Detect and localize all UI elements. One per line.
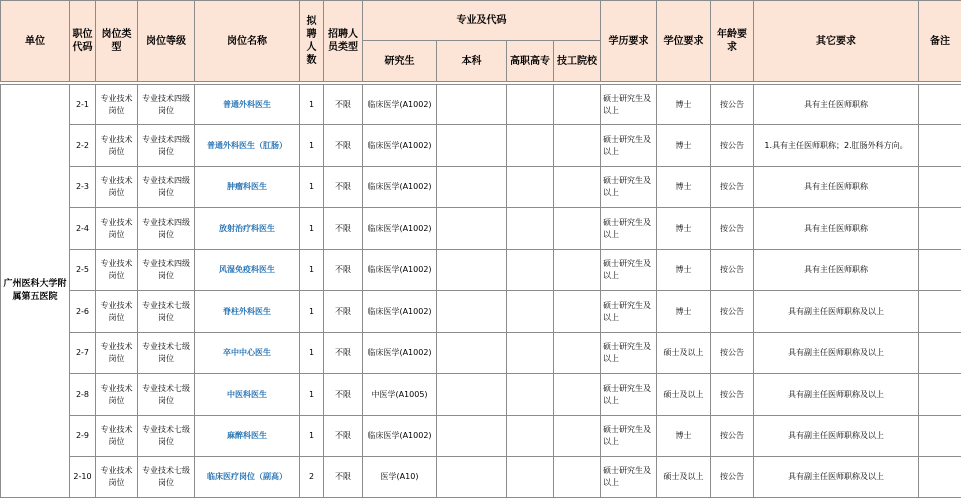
header-major-group: 专业及代码	[363, 1, 601, 41]
remarks	[919, 374, 961, 416]
post-count: 1	[300, 333, 324, 374]
post-level: 专业技术四级岗位	[138, 85, 195, 125]
age-req: 按公告	[711, 333, 754, 374]
major-bachelor	[437, 333, 507, 374]
post-type: 专业技术岗位	[96, 125, 138, 167]
post-level: 专业技术七级岗位	[138, 457, 195, 498]
post-count: 2	[300, 457, 324, 498]
major-technical	[554, 125, 601, 167]
major-technical	[554, 416, 601, 457]
remarks	[919, 125, 961, 167]
major-vocational	[507, 333, 554, 374]
major-vocational	[507, 457, 554, 498]
header-count: 拟聘人数	[300, 1, 324, 82]
degree-req: 博士	[657, 208, 711, 250]
other-req: 具有主任医师职称	[754, 85, 919, 125]
major-vocational	[507, 208, 554, 250]
post-name: 临床医疗岗位（副高）	[195, 457, 300, 498]
major-bachelor	[437, 457, 507, 498]
recruit-type: 不限	[324, 250, 363, 291]
major-bachelor	[437, 85, 507, 125]
post-name: 脊柱外科医生	[195, 291, 300, 333]
major-technical	[554, 457, 601, 498]
header-vocational: 高职高专	[507, 41, 554, 82]
degree-req: 硕士及以上	[657, 374, 711, 416]
post-code: 2-2	[70, 125, 96, 167]
major-grad: 临床医学(A1002)	[363, 416, 437, 457]
post-name: 放射治疗科医生	[195, 208, 300, 250]
major-bachelor	[437, 208, 507, 250]
post-level: 专业技术七级岗位	[138, 291, 195, 333]
remarks	[919, 291, 961, 333]
post-code: 2-7	[70, 333, 96, 374]
major-technical	[554, 167, 601, 208]
remarks	[919, 85, 961, 125]
post-count: 1	[300, 291, 324, 333]
post-name: 卒中中心医生	[195, 333, 300, 374]
post-level: 专业技术四级岗位	[138, 208, 195, 250]
other-req: 具有副主任医师职称及以上	[754, 416, 919, 457]
major-vocational	[507, 250, 554, 291]
education-req: 硕士研究生及以上	[601, 250, 657, 291]
major-grad: 医学(A10)	[363, 457, 437, 498]
post-name: 肿瘤科医生	[195, 167, 300, 208]
post-count: 1	[300, 416, 324, 457]
major-grad: 临床医学(A1002)	[363, 85, 437, 125]
degree-req: 博士	[657, 250, 711, 291]
post-level: 专业技术七级岗位	[138, 333, 195, 374]
remarks	[919, 333, 961, 374]
table-row	[1, 333, 961, 374]
post-type: 专业技术岗位	[96, 374, 138, 416]
major-grad: 临床医学(A1002)	[363, 291, 437, 333]
degree-req: 硕士及以上	[657, 457, 711, 498]
major-technical	[554, 208, 601, 250]
age-req: 按公告	[711, 250, 754, 291]
header-other: 其它要求	[754, 1, 919, 82]
major-grad: 临床医学(A1002)	[363, 125, 437, 167]
major-vocational	[507, 85, 554, 125]
major-bachelor	[437, 250, 507, 291]
major-bachelor	[437, 167, 507, 208]
education-req: 硕士研究生及以上	[601, 416, 657, 457]
age-req: 按公告	[711, 416, 754, 457]
post-name: 风湿免疫科医生	[195, 250, 300, 291]
header-education: 学历要求	[601, 1, 657, 82]
major-technical	[554, 250, 601, 291]
header-post-level: 岗位等级	[138, 1, 195, 82]
remarks	[919, 250, 961, 291]
recruit-type: 不限	[324, 167, 363, 208]
header-technical: 技工院校	[554, 41, 601, 82]
other-req: 具有副主任医师职称及以上	[754, 333, 919, 374]
degree-req: 博士	[657, 416, 711, 457]
education-req: 硕士研究生及以上	[601, 457, 657, 498]
major-vocational	[507, 291, 554, 333]
other-req: 具有主任医师职称	[754, 250, 919, 291]
post-code: 2-3	[70, 167, 96, 208]
age-req: 按公告	[711, 85, 754, 125]
remarks	[919, 167, 961, 208]
post-name: 普通外科医生	[195, 85, 300, 125]
degree-req: 博士	[657, 167, 711, 208]
major-bachelor	[437, 374, 507, 416]
post-count: 1	[300, 167, 324, 208]
post-code: 2-1	[70, 85, 96, 125]
major-grad: 中医学(A1005)	[363, 374, 437, 416]
post-level: 专业技术四级岗位	[138, 167, 195, 208]
recruit-type: 不限	[324, 457, 363, 498]
post-code: 2-6	[70, 291, 96, 333]
header-post-name: 岗位名称	[195, 1, 300, 82]
major-technical	[554, 374, 601, 416]
recruit-type: 不限	[324, 291, 363, 333]
post-type: 专业技术岗位	[96, 85, 138, 125]
post-type: 专业技术岗位	[96, 167, 138, 208]
other-req: 具有副主任医师职称及以上	[754, 291, 919, 333]
other-req: 1.具有主任医师职称；2.肛肠外科方向。	[754, 125, 919, 167]
remarks	[919, 208, 961, 250]
major-bachelor	[437, 125, 507, 167]
table-row	[1, 208, 961, 250]
post-count: 1	[300, 374, 324, 416]
header-recruit-type: 招聘人员类型	[324, 1, 363, 82]
post-type: 专业技术岗位	[96, 416, 138, 457]
education-req: 硕士研究生及以上	[601, 333, 657, 374]
header-unit: 单位	[1, 1, 70, 82]
recruit-type: 不限	[324, 416, 363, 457]
major-technical	[554, 333, 601, 374]
education-req: 硕士研究生及以上	[601, 374, 657, 416]
major-bachelor	[437, 416, 507, 457]
post-name: 中医科医生	[195, 374, 300, 416]
post-count: 1	[300, 125, 324, 167]
table-row	[1, 85, 961, 125]
degree-req: 博士	[657, 85, 711, 125]
major-grad: 临床医学(A1002)	[363, 250, 437, 291]
post-type: 专业技术岗位	[96, 208, 138, 250]
header-grad: 研究生	[363, 41, 437, 82]
major-technical	[554, 85, 601, 125]
degree-req: 博士	[657, 291, 711, 333]
remarks	[919, 457, 961, 498]
table-row	[1, 250, 961, 291]
post-code: 2-5	[70, 250, 96, 291]
post-level: 专业技术四级岗位	[138, 125, 195, 167]
header-bachelor: 本科	[437, 41, 507, 82]
other-req: 具有主任医师职称	[754, 208, 919, 250]
header-age: 年龄要求	[711, 1, 754, 82]
education-req: 硕士研究生及以上	[601, 208, 657, 250]
recruit-type: 不限	[324, 208, 363, 250]
major-grad: 临床医学(A1002)	[363, 333, 437, 374]
major-technical	[554, 291, 601, 333]
post-count: 1	[300, 250, 324, 291]
table-row	[1, 416, 961, 457]
major-vocational	[507, 167, 554, 208]
other-req: 具有主任医师职称	[754, 167, 919, 208]
post-type: 专业技术岗位	[96, 333, 138, 374]
major-bachelor	[437, 291, 507, 333]
age-req: 按公告	[711, 457, 754, 498]
post-count: 1	[300, 85, 324, 125]
remarks	[919, 416, 961, 457]
major-vocational	[507, 374, 554, 416]
other-req: 具有副主任医师职称及以上	[754, 374, 919, 416]
education-req: 硕士研究生及以上	[601, 167, 657, 208]
table-row	[1, 374, 961, 416]
header-post-type: 岗位类型	[96, 1, 138, 82]
post-level: 专业技术七级岗位	[138, 374, 195, 416]
post-name: 麻醉科医生	[195, 416, 300, 457]
recruit-type: 不限	[324, 374, 363, 416]
recruit-type: 不限	[324, 125, 363, 167]
header-code: 职位代码	[70, 1, 96, 82]
post-level: 专业技术七级岗位	[138, 416, 195, 457]
other-req: 具有副主任医师职称及以上	[754, 457, 919, 498]
header-remarks: 备注	[919, 1, 961, 82]
recruit-type: 不限	[324, 333, 363, 374]
unit-name: 广州医科大学附属第五医院	[1, 85, 70, 498]
education-req: 硕士研究生及以上	[601, 291, 657, 333]
recruit-type: 不限	[324, 85, 363, 125]
major-vocational	[507, 416, 554, 457]
age-req: 按公告	[711, 208, 754, 250]
major-grad: 临床医学(A1002)	[363, 167, 437, 208]
degree-req: 博士	[657, 125, 711, 167]
table-row	[1, 457, 961, 498]
age-req: 按公告	[711, 374, 754, 416]
post-type: 专业技术岗位	[96, 250, 138, 291]
post-code: 2-4	[70, 208, 96, 250]
table-row	[1, 167, 961, 208]
header-degree: 学位要求	[657, 1, 711, 82]
major-vocational	[507, 125, 554, 167]
post-type: 专业技术岗位	[96, 457, 138, 498]
age-req: 按公告	[711, 125, 754, 167]
post-count: 1	[300, 208, 324, 250]
post-code: 2-9	[70, 416, 96, 457]
degree-req: 硕士及以上	[657, 333, 711, 374]
education-req: 硕士研究生及以上	[601, 125, 657, 167]
table-row	[1, 125, 961, 167]
post-name: 普通外科医生（肛肠）	[195, 125, 300, 167]
post-level: 专业技术四级岗位	[138, 250, 195, 291]
post-type: 专业技术岗位	[96, 291, 138, 333]
education-req: 硕士研究生及以上	[601, 85, 657, 125]
age-req: 按公告	[711, 291, 754, 333]
post-code: 2-10	[70, 457, 96, 498]
post-code: 2-8	[70, 374, 96, 416]
table-row	[1, 291, 961, 333]
age-req: 按公告	[711, 167, 754, 208]
major-grad: 临床医学(A1002)	[363, 208, 437, 250]
